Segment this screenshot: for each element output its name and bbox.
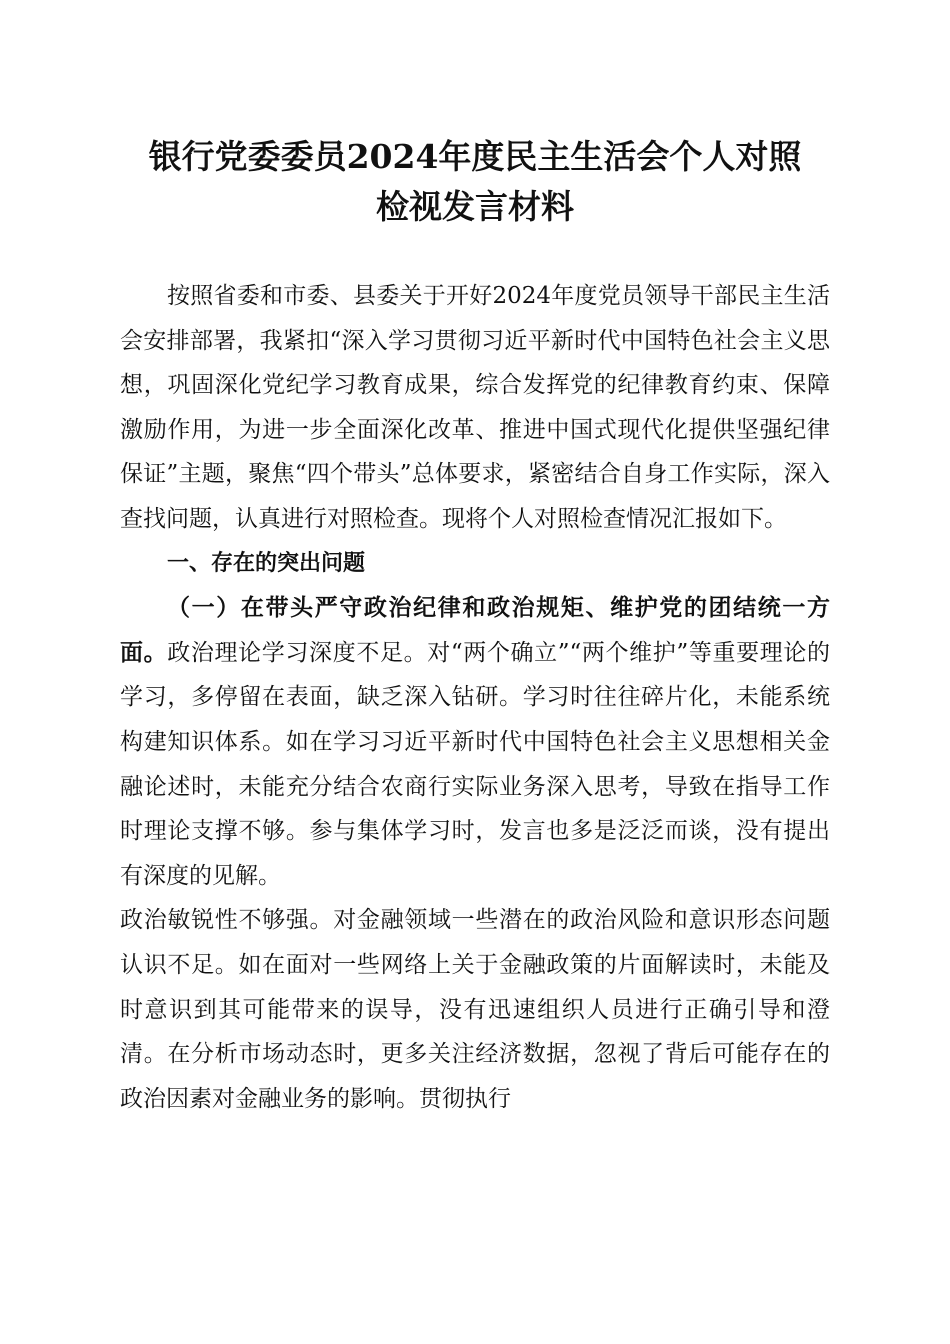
subsection-text-1: 政治理论学习深度不足。对“两个确立”“两个维护”等重要理论的学习，多停留在表面，缺乏深入钻研。学习时往往碎片化，未能系统构建知识体系。如在学习习近平新时代中国特色社会主义思想相关金融论述时，未能充分结合农商行实际业务深入思考，导致在指导工作时理论支撑不够。参与集体学习时，发言也多是泛泛而谈，没有提出有深度的见解。 <box>120 639 830 889</box>
section-heading-1: 一、存在的突出问题 <box>167 550 366 576</box>
title-line-1: 银行党委委员2024年度民主生活会个人对照 <box>148 137 802 176</box>
intro-paragraph: 按照省委和市委、县委关于开好2024年度党员领导干部民主生活会安排部署，我紧扣“深入学习贯彻习近平新时代中国特色社会主义思想，巩固深化党纪学习教育成果，综合发挥党的纪律教育约束、保障激励作用，为进一步全面深化改革、推进中国式现代化提供坚强纪律保证”主题，聚焦“四个带头”总体要求，紧密结合自身工作实际，深入查找问题，认真进行对照检查。现将个人对照检查情况汇报如下。 <box>120 283 830 532</box>
subsection-lead-1: （一）在带头严守政治纪律和政治规矩、维护党的团结统一方面。 <box>120 594 830 666</box>
subsection-paragraph-1 <box>120 586 830 898</box>
title-line-2: 检视发言材料 <box>376 187 574 226</box>
document-title <box>100 132 850 232</box>
body-paragraph-3: 政治敏锐性不够强。对金融领域一些潜在的政治风险和意识形态问题认识不足。如在面对一些网络上关于金融政策的片面解读时，未能及时意识到其可能带来的误导，没有迅速组织人员进行正确引导和澄清。在分析市场动态时，更多关注经济数据，忽视了背后可能存在的政治因素对金融业务的影响。贯彻执行 <box>120 907 830 1112</box>
document-body <box>120 274 830 1121</box>
